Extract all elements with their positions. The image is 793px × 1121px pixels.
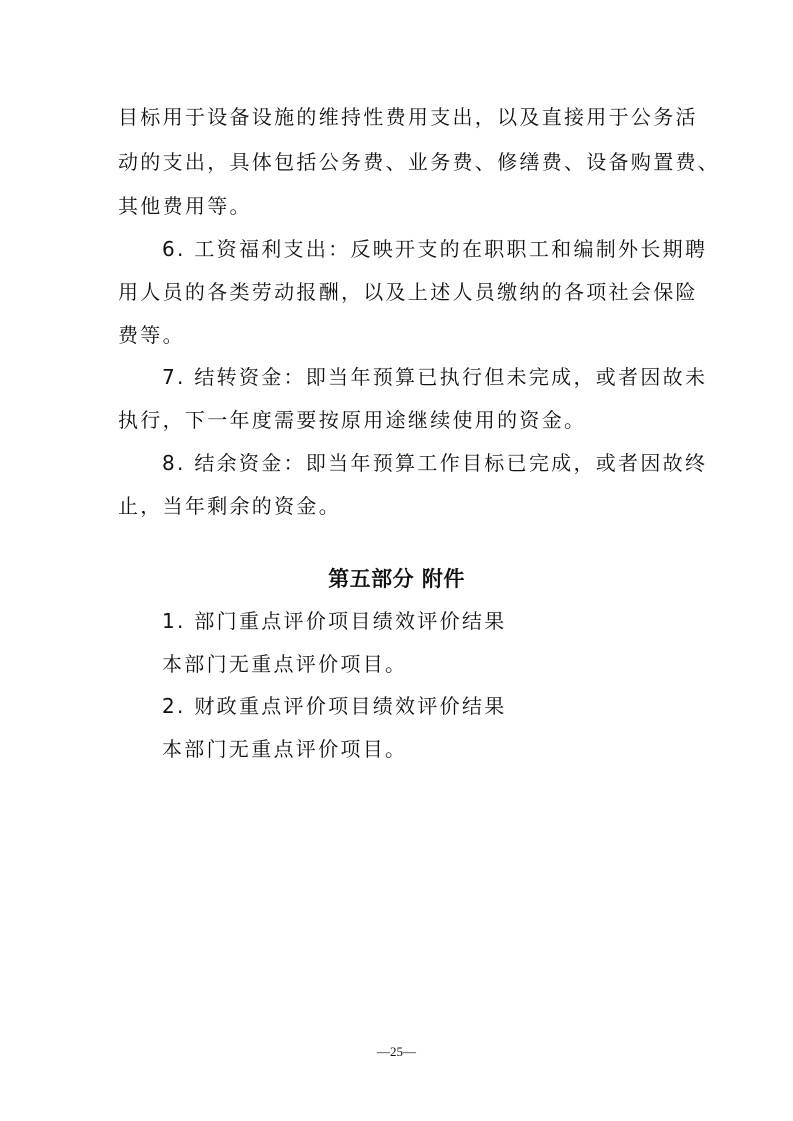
paragraph-line: 6. 工资福利支出：反映开支的在职职工和编制外长期聘: [162, 237, 708, 261]
paragraph-line: 用人员的各类劳动报酬，以及上述人员缴纳的各项社会保险: [118, 280, 698, 304]
paragraph-line: 费等。: [118, 323, 185, 347]
attachment-item-heading: 2. 财政重点评价项目绩效评价结果: [162, 694, 507, 718]
paragraph-line: 动的支出，具体包括公务费、业务费、修缮费、设备购置费、: [118, 150, 721, 174]
paragraph-line: 7. 结转资金：即当年预算已执行但未完成，或者因故未: [162, 365, 708, 389]
attachment-item-body: 本部门无重点评价项目。: [162, 652, 408, 676]
paragraph-line: 其他费用等。: [118, 194, 252, 218]
paragraph-line: 止，当年剩余的资金。: [118, 494, 341, 518]
paragraph-line: 执行，下一年度需要按原用途继续使用的资金。: [118, 408, 587, 432]
attachment-item-heading: 1. 部门重点评价项目绩效评价结果: [162, 609, 507, 633]
attachment-item-body: 本部门无重点评价项目。: [162, 737, 408, 761]
section-title: 第五部分 附件: [328, 566, 465, 591]
page-number: —25—: [377, 1044, 416, 1059]
paragraph-line: 目标用于设备设施的维持性费用支出，以及直接用于公务活: [118, 105, 698, 129]
paragraph-line: 8. 结余资金：即当年预算工作目标已完成，或者因故终: [162, 451, 708, 475]
